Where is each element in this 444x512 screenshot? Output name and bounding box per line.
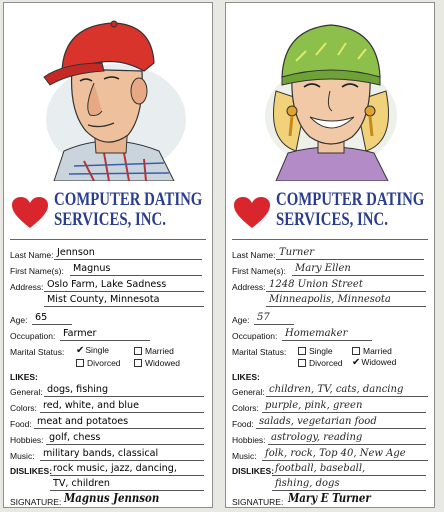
food-value: salads, vegetarian food [256,416,426,429]
music-label: Music: [232,451,257,461]
occupation-value: Farmer [60,328,150,341]
heart-logo-icon [234,197,270,229]
checkbox-icon [76,359,84,367]
food-label: Food: [232,419,254,429]
occupation-value: Homemaker [282,328,372,341]
general-label: General: [10,387,43,397]
first-name-label: First Name(s): [10,266,64,276]
first-name-label: First Name(s): [232,266,286,276]
checkbox-icon [298,359,306,367]
last-name-value: Turner [276,247,424,260]
music-value: military bands, classical [40,448,204,461]
hobbies-label: Hobbies: [232,435,266,445]
dating-card-mary [225,2,435,508]
heart-logo-icon [12,197,48,229]
checkbox-icon [134,359,142,367]
general-value: dogs, fishing [44,384,204,397]
address-line-1: Oslo Farm, Lake Sadness [44,279,204,292]
company-name: COMPUTER DATING SERVICES, INC. [54,189,203,230]
general-label: General: [232,387,265,397]
married-option: Married [352,346,392,356]
likes-heading: LIKES: [10,372,38,382]
signature-value: Magnus Jennson [64,491,160,505]
address-label: Address: [10,282,44,292]
signature-value: Mary E Turner [288,491,371,505]
occupation-label: Occupation: [232,331,278,341]
marital-status-label: Marital Status: [232,347,287,357]
age-value: 65 [32,312,72,325]
header-divider [232,239,428,240]
hobbies-label: Hobbies: [10,435,44,445]
signature-label: SIGNATURE: [10,497,62,507]
checkbox-icon [298,347,306,355]
age-label: Age: [10,315,28,325]
address-label: Address: [232,282,266,292]
likes-heading: LIKES: [232,372,260,382]
header-divider [10,239,206,240]
widowed-option: ✔Widowed [352,357,397,368]
checkmark-icon: ✔ [352,357,361,368]
checkbox-icon [352,347,360,355]
dislikes-line-2: fishing, dogs [272,478,426,491]
occupation-label: Occupation: [10,331,56,341]
last-name-label: Last Name: [10,250,54,260]
company-name: COMPUTER DATING SERVICES, INC. [276,189,425,230]
colors-label: Colors: [232,403,259,413]
dislikes-line-1: rock music, jazz, dancing, [50,463,204,476]
dislikes-line-2: TV, children [50,478,204,491]
signature-label: SIGNATURE: [232,497,284,507]
checkmark-icon: ✔ [76,345,85,356]
address-line-1: 1248 Union Street [266,279,426,292]
age-value: 57 [254,312,294,325]
colors-label: Colors: [10,403,37,413]
music-label: Music: [10,451,35,461]
dislikes-line-1: football, baseball, [272,463,426,476]
marital-status-label: Marital Status: [10,347,65,357]
checkbox-icon [134,347,142,355]
hobbies-value: golf, chess [46,432,204,445]
single-option: ✔Single [76,345,110,356]
music-value: folk, rock, Top 40, New Age [262,448,428,461]
last-name-value: Jennson [54,247,202,260]
woman-caricature [246,11,416,181]
divorced-option: Divorced [76,358,121,368]
colors-value: red, white, and blue [40,400,204,413]
farmer-caricature [24,11,194,181]
first-name-value: Magnus [70,263,202,276]
colors-value: purple, pink, green [262,400,426,413]
last-name-label: Last Name: [232,250,276,260]
food-value: meat and potatoes [34,416,204,429]
married-option: Married [134,346,174,356]
address-line-2: Minneapolis, Minnesota [266,294,426,307]
hobbies-value: astrology, reading [268,432,426,445]
single-option: Single [298,346,333,356]
first-name-value: Mary Ellen [292,263,424,276]
divorced-option: Divorced [298,358,343,368]
widowed-option: Widowed [134,358,180,368]
food-label: Food: [10,419,32,429]
age-label: Age: [232,315,250,325]
general-value: children, TV, cats, dancing [266,384,428,397]
dating-card-magnus [3,2,213,508]
dislikes-heading: DISLIKES: [10,466,53,476]
address-line-2: Mist County, Minnesota [44,294,204,307]
dislikes-heading: DISLIKES: [232,466,275,476]
